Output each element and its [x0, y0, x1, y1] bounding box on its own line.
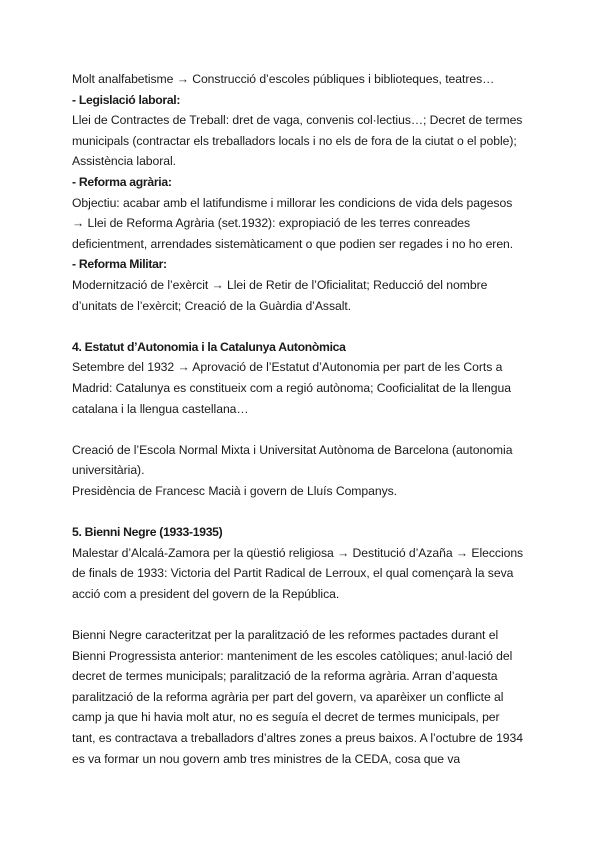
text-line: tant, es contractava a treballadors d’altres zones a preus baixos. A l’octubre de 1934 [72, 731, 523, 745]
section-heading: - Legislació laboral: [72, 92, 181, 107]
text-line: Molt analfabetisme → Construcció d’escoles públiques i biblioteques, teatres… [72, 72, 495, 86]
section-heading: - Reforma Militar: [72, 257, 167, 272]
blank-line [72, 316, 532, 337]
blank-line [72, 501, 532, 522]
text-line: Assistència laboral. [72, 154, 176, 169]
text-line: decret de termes municipals; paralització de la reforma agrària. Arran d’aquesta [72, 669, 498, 684]
text-line: Bienni Negre caracteritzat per la paralització de les reformes pactades durant el [72, 628, 499, 643]
text-line: Malestar d’Alcalá-Zamora per la qüestió religiosa → Destitució d’Azaña → Eleccions [72, 545, 524, 560]
text-line: Objectiu: acabar amb el latifundisme i millorar les condicions de vida dels pagesos [72, 195, 513, 210]
text-line: municipals (contractar els treballadors locals i no els de fora de la ciutat o el poble); [72, 133, 517, 148]
text-line: Madrid: Catalunya es constitueix com a regió autònoma; Cooficialitat de la llengua [72, 380, 511, 395]
text-line: es va formar un nou govern amb tres ministres de la CEDA, cosa que va [72, 751, 461, 766]
text-line: d’unitats de l’exèrcit; Creació de la Guàrdia d’Assalt. [72, 298, 352, 313]
text-line: → Llei de Reforma Agrària (set.1932): expropiació de les terres conreades [72, 216, 471, 231]
text-line: acció com a president del govern de la República. [72, 586, 340, 601]
text-line: Presidència de Francesc Macià i govern de Lluís Companys. [72, 483, 398, 498]
text-line: catalana i la llengua castellana… [72, 401, 249, 416]
text-line: Bienni Progressista anterior: manteniment de les escoles catòliques; anul·lació del [72, 648, 513, 663]
text-line: paralització de la reforma agrària per part del govern, va aparèixer un conflicte al [72, 689, 504, 704]
document-page [72, 69, 532, 769]
text-line: Modernització de l’exèrcit → Llei de Retir de l’Oficialitat; Reducció del nombre [72, 277, 488, 292]
text-line: camp ja que hi havia molt atur, no es seguía el decret de termes municipals, per [72, 710, 500, 725]
section-heading: - Reforma agrària: [72, 174, 172, 189]
blank-line [72, 604, 532, 625]
blank-line [72, 419, 532, 440]
section-heading: 4. Estatut d’Autonomia i la Catalunya Autonòmica [72, 339, 346, 354]
text-line: universitària). [72, 463, 145, 478]
text-line: Setembre del 1932 → Aprovació de l’Estatut d’Autonomia per part de les Corts a [72, 360, 503, 375]
text-line: de finals de 1933: Victoria del Partit Radical de Lerroux, el qual començarà la seva [72, 566, 514, 581]
text-line: Llei de Contractes de Treball: dret de vaga, convenis col·lectius…; Decret de termes [72, 113, 523, 128]
text-line: deficientment, arrendades sistemàticament o que podien ser regades i no ho eren. [72, 236, 514, 251]
section-heading: 5. Bienni Negre (1933-1935) [72, 525, 223, 540]
text-line: Creació de l’Escola Normal Mixta i Universitat Autònoma de Barcelona (autonomia [72, 442, 513, 457]
